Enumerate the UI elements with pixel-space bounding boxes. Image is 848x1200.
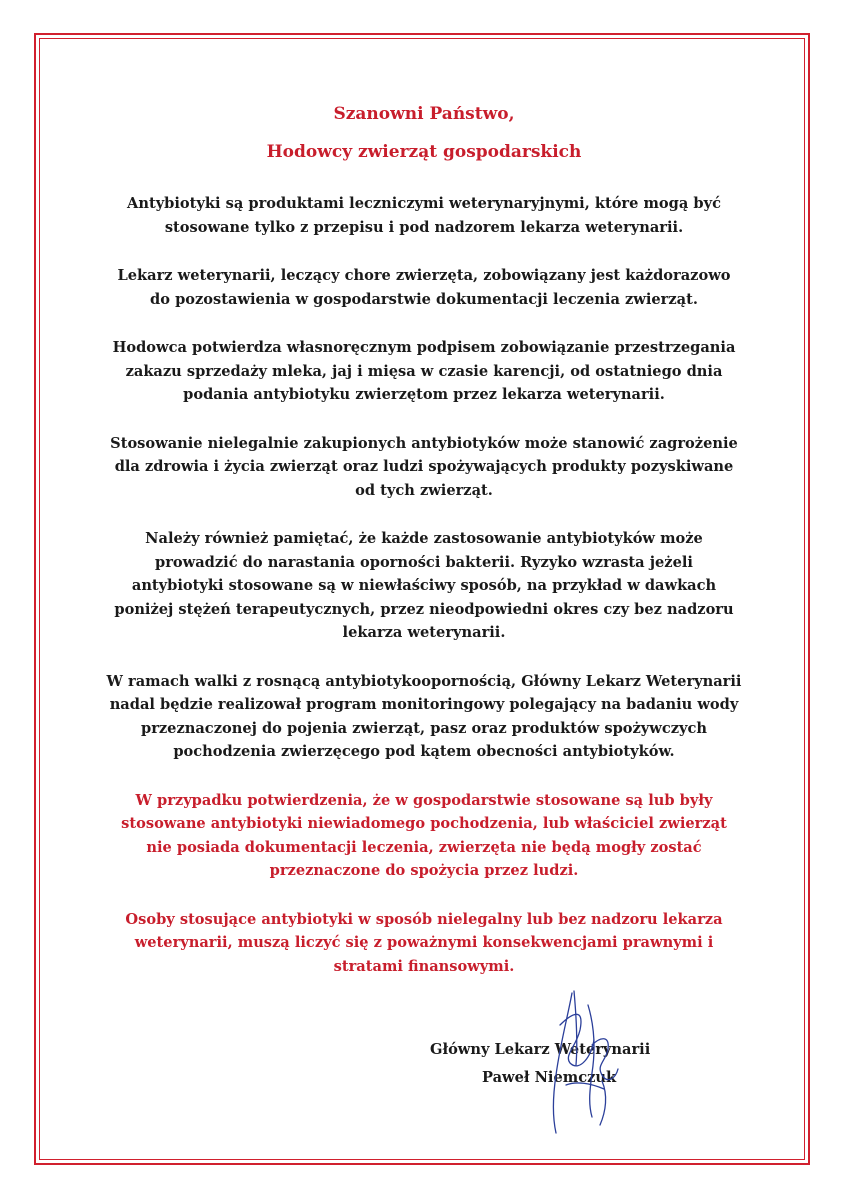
paragraph-7-warning [60, 789, 788, 883]
handwritten-signature-icon [530, 985, 640, 1140]
paragraph-line: od tych zwierząt. [355, 481, 493, 499]
paragraph-line: pochodzenia zwierzęcego pod kątem obecności antybiotyków. [173, 743, 675, 760]
paragraph-line: stosowane tylko z przepisu i pod nadzorem lekarza weterynarii. [164, 218, 684, 236]
letter-body [60, 96, 788, 1003]
paragraph-3 [60, 336, 788, 407]
paragraph-5 [60, 527, 788, 645]
paragraph-line: nadal będzie realizował program monitoringowy polegający na badaniu wody [109, 696, 739, 713]
paragraph-line: zakazu sprzedaży mleka, jaj i mięsa w czasie karencji, od ostatniego dnia [125, 362, 723, 380]
paragraph-line: Hodowca potwierdza własnoręcznym podpisem zobowiązanie przestrzegania [112, 339, 736, 356]
paragraph-1 [60, 192, 788, 239]
paragraph-line: W ramach walki z rosnącą antybiotykoopornością, Główny Lekarz Weterynarii [106, 672, 742, 690]
paragraph-line: przeznaczone do spożycia przez ludzi. [269, 862, 579, 879]
paragraph-line: poniżej stężeń terapeutycznych, przez nieodpowiedni okres czy bez nadzoru [114, 600, 734, 618]
signatory-title: Główny Lekarz Weterynarii [430, 1041, 651, 1058]
paragraph-line: stosowane antybiotyki niewiadomego pochodzenia, lub właściciel zwierząt [121, 815, 727, 832]
paragraph-line: do pozostawienia w gospodarstwie dokumentacji leczenia zwierząt. [150, 290, 698, 308]
paragraph-line: weterynarii, muszą liczyć się z poważnymi konsekwencjami prawnymi i [134, 934, 714, 951]
paragraph-line: W przypadku potwierdzenia, że w gospodarstwie stosowane są lub były [135, 791, 713, 809]
paragraph-line: prowadzić do narastania oporności bakterii. Ryzyko wzrasta jeżeli [155, 553, 693, 571]
paragraph-6 [60, 670, 788, 764]
salutation-line-2: Hodowcy zwierząt gospodarskich [266, 142, 582, 162]
paragraph-line: Należy również pamiętać, że każde zastosowanie antybiotyków może [145, 530, 703, 547]
paragraph-line: dla zdrowia i życia zwierząt oraz ludzi spożywających produkty pozyskiwane [114, 458, 734, 475]
paragraph-line: podania antybiotyku zwierzętom przez lekarza weterynarii. [183, 386, 665, 403]
paragraph-line: Antybiotyki są produktami leczniczymi weterynaryjnymi, które mogą być [127, 195, 721, 212]
paragraph-line: antybiotyki stosowane są w niewłaściwy sposób, na przykład w dawkach [131, 577, 717, 594]
paragraph-line: Lekarz weterynarii, leczący chore zwierzęta, zobowiązany jest każdorazowo [117, 267, 731, 284]
paragraph-8-warning [60, 908, 788, 979]
signatory-name: Paweł Niemczuk [482, 1069, 617, 1086]
paragraph-line: Stosowanie nielegalnie zakupionych antybiotyków może stanowić zagrożenie [110, 434, 738, 452]
paragraph-line: stratami finansowymi. [333, 957, 515, 975]
paragraph-line: nie posiada dokumentacji leczenia, zwierzęta nie będą mogły zostać [146, 838, 702, 856]
paragraph-line: lekarza weterynarii. [342, 624, 506, 641]
paragraph-line: Osoby stosujące antybiotyki w sposób nielegalny lub bez nadzoru lekarza [125, 910, 723, 928]
paragraph-4 [60, 432, 788, 503]
paragraph-2 [60, 264, 788, 311]
paragraphs [60, 192, 788, 978]
paragraph-line: przeznaczonej do pojenia zwierząt, pasz oraz produktów spożywczych [140, 719, 707, 737]
salutation-line-1: Szanowni Państwo, [333, 104, 515, 124]
